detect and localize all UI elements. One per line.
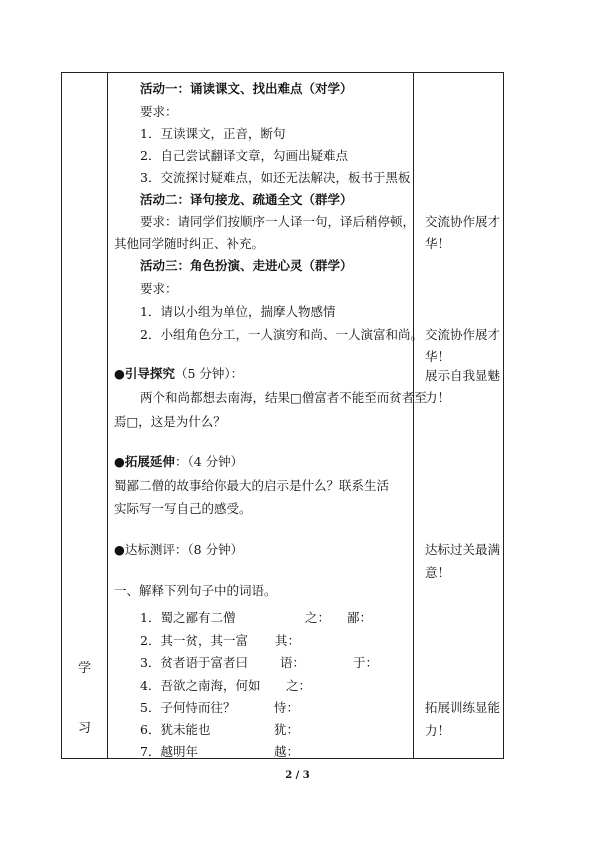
test-item-2-sentence: 2．其一贫，其一富: [140, 633, 248, 648]
activity1-title: 活动一：诵读课文、找出难点（对学）: [140, 81, 353, 96]
activity2-title: 活动二：译句接龙、疏通全文（群学）: [140, 192, 353, 207]
note-3-line-1: 展示自我显魅: [425, 368, 501, 383]
note-2-line-2: 华！: [425, 349, 451, 364]
activity1-item-2: 2．自己尝试翻译文章，勾画出疑难点: [140, 148, 348, 163]
page-number: 2 / 3: [285, 770, 310, 781]
column-divider-right: [413, 73, 414, 758]
test-title: 达标测评：（8 分钟）: [124, 542, 244, 557]
note-1-line-1: 交流协作展才: [425, 214, 501, 229]
activity3-item-2: 2．小组角色分工，一人演穷和尚、一人演富和尚。: [140, 327, 423, 342]
activity3-requirement-label: 要求：: [140, 281, 178, 296]
lesson-table: [61, 72, 504, 759]
note-4-line-2: 意！: [425, 565, 451, 580]
test-item-4-sentence: 4．吾欲之南海，何如: [140, 678, 261, 693]
note-1-line-2: 华！: [425, 236, 451, 251]
test-heading: [114, 542, 243, 558]
extend-heading: [114, 454, 243, 470]
activity2-requirement-line-1: 要求：请同学们按顺序一人译一句，译后稍停顿，: [140, 214, 416, 229]
test-item-6-word-1: 犹：: [274, 722, 300, 737]
note-5-line-1: 拓展训练显能: [425, 700, 501, 715]
activity3-item-1: 1．请以小组为单位，揣摩人物感情: [140, 304, 336, 319]
test-item-1-sentence: 1．蜀之鄙有二僧: [140, 610, 236, 625]
test-item-3-word-2: 于：: [353, 655, 379, 670]
activity1-item-3: 3．交流探讨疑难点，如还无法解决，板书于黑板: [140, 170, 411, 185]
test-item-2-word-1: 其：: [275, 633, 301, 648]
activity1-item-1: 1．互读课文，正音，断句: [140, 126, 286, 141]
bullet-icon: ●: [114, 454, 125, 469]
note-3-line-2: 力！: [425, 390, 451, 405]
note-2-line-1: 交流协作展才: [425, 327, 501, 342]
test-item-6-sentence: 6．犹未能也: [140, 722, 211, 737]
test-item-3-sentence: 3．贫者语于富者曰: [140, 655, 248, 670]
side-label-char-1: 学: [77, 661, 91, 676]
guide-time: （5 分钟）：: [174, 366, 244, 381]
test-item-5-sentence: 5．子何恃而往？: [140, 700, 236, 715]
test-item-3-word-1: 语：: [280, 655, 306, 670]
guide-title: 引导探究: [124, 366, 175, 381]
side-label-char-2: 习: [77, 721, 91, 736]
activity2-requirement-line-2: 其他同学随时纠正、补充。: [114, 236, 265, 251]
test-item-1-word-1: 之：: [305, 610, 331, 625]
extend-question-line-1: 蜀鄙二僧的故事给你最大的启示是什么？联系生活: [114, 478, 390, 493]
activity3-title: 活动三：角色扮演、走进心灵（群学）: [140, 258, 353, 273]
guide-question-line-2: 焉□，这是为什么？: [114, 414, 226, 429]
column-divider-left: [107, 73, 108, 758]
test-item-7-word-1: 越：: [274, 744, 300, 759]
test-item-7-sentence: 7．越明年: [140, 744, 198, 759]
note-5-line-2: 力！: [425, 723, 451, 738]
extend-title: 拓展延伸: [124, 454, 175, 469]
test-item-1-word-2: 鄙：: [347, 610, 373, 625]
test-item-5-word-1: 恃：: [274, 700, 300, 715]
bullet-icon: ●: [114, 542, 125, 557]
note-4-line-1: 达标过关最满: [425, 542, 501, 557]
activity1-requirement-label: 要求：: [140, 104, 178, 119]
extend-question-line-2: 实际写一写自己的感受。: [114, 501, 252, 516]
guide-question-line-1: 两个和尚都想去南海，结果□僧富者不能至而贫者至: [140, 390, 427, 405]
test-instruction: 一、解释下列句子中的词语。: [114, 583, 277, 598]
test-item-4-word-1: 之：: [286, 678, 312, 693]
guide-heading: [114, 366, 243, 382]
bullet-icon: ●: [114, 366, 125, 381]
extend-time: ：（4 分钟）: [174, 454, 244, 469]
